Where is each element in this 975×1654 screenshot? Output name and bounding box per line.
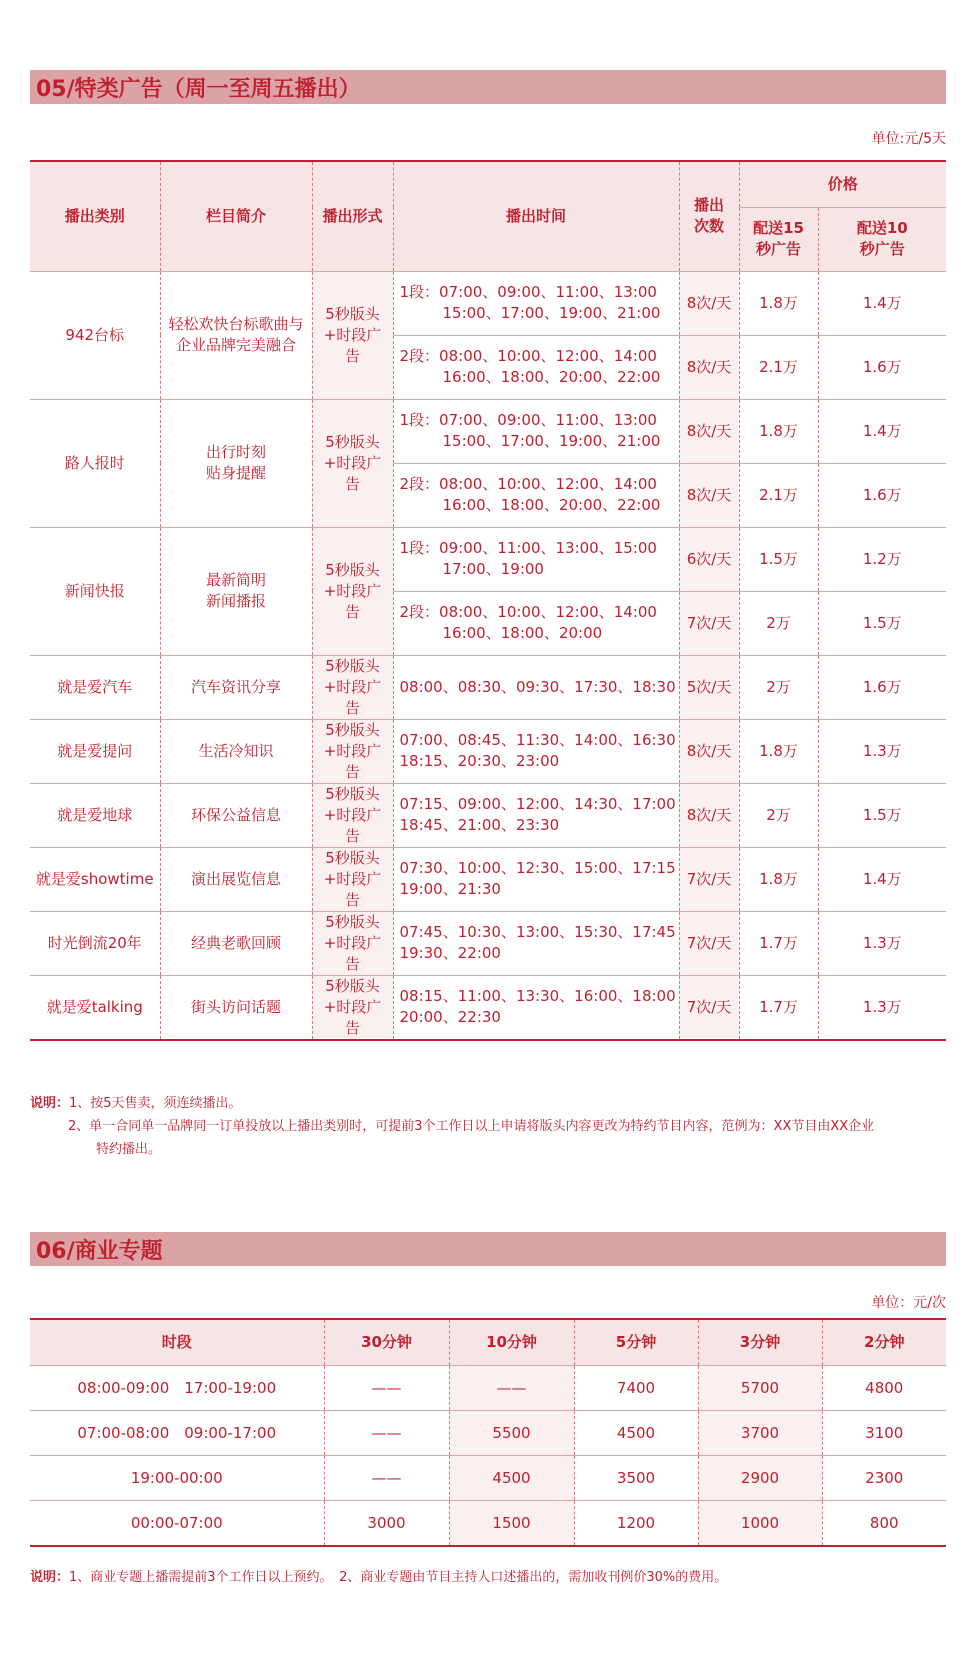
header-10min: 10分钟	[449, 1319, 574, 1366]
table-row	[30, 399, 946, 463]
cell-10min: 1500	[449, 1501, 574, 1547]
cell-category: 就是爱提问	[30, 719, 160, 783]
cell-count: 6次/天	[679, 527, 739, 591]
table-row	[30, 271, 946, 335]
cell-intro: 经典老歌回顾	[160, 911, 312, 975]
cell-form: 5秒版头+时段广告	[312, 271, 393, 399]
special-ads-table	[30, 160, 946, 1041]
cell-count: 8次/天	[679, 335, 739, 399]
cell-price15: 2.1万	[739, 463, 818, 527]
table-row	[30, 1411, 946, 1456]
cell-price10: 1.3万	[818, 911, 946, 975]
time-line-2: 20:00、22:30	[399, 1008, 501, 1026]
cell-price10: 1.5万	[818, 783, 946, 847]
cell-form: 5秒版头+时段广告	[312, 975, 393, 1040]
time-line-2: 19:00、21:30	[399, 880, 501, 898]
cell-price10: 1.6万	[818, 335, 946, 399]
cell-price15: 1.8万	[739, 271, 818, 335]
table-row	[30, 911, 946, 975]
time-line-2: 16:00、18:00、20:00	[442, 624, 603, 642]
cell-price10: 1.2万	[818, 527, 946, 591]
cell-price15: 1.7万	[739, 911, 818, 975]
time-line-1: 2段：08:00、10:00、12:00、14:00	[399, 475, 657, 493]
time-line-1: 2段：08:00、10:00、12:00、14:00	[399, 603, 657, 621]
cell-time	[393, 271, 679, 335]
cell-period: 19:00-00:00	[30, 1456, 324, 1501]
header-2min: 2分钟	[822, 1319, 946, 1366]
time-line-2: 15:00、17:00、19:00、21:00	[442, 304, 661, 322]
table-row	[30, 655, 946, 719]
cell-category: 就是爱地球	[30, 783, 160, 847]
time-line-2: 17:00、19:00	[442, 560, 544, 578]
cell-intro: 最新简明新闻播报	[160, 527, 312, 655]
table-row	[30, 783, 946, 847]
time-line-1: 08:15、11:00、13:30、16:00、18:00	[399, 987, 676, 1005]
cell-5min: 4500	[574, 1411, 698, 1456]
cell-count: 8次/天	[679, 399, 739, 463]
cell-category: 时光倒流20年	[30, 911, 160, 975]
cell-price15: 2.1万	[739, 335, 818, 399]
cell-period: 00:00-07:00	[30, 1501, 324, 1547]
time-line-1: 07:15、09:00、12:00、14:30、17:00	[399, 795, 676, 813]
time-line-1: 07:45、10:30、13:00、15:30、17:45	[399, 923, 676, 941]
cell-count: 8次/天	[679, 271, 739, 335]
time-line-1: 1段：07:00、09:00、11:00、13:00	[399, 411, 657, 429]
header-form: 播出形式	[312, 161, 393, 271]
cell-category: 路人报时	[30, 399, 160, 527]
note-line-2: 2、单一合同单一品牌同一订单投放以上播出类别时，可提前3个工作日以上申请将版头内容更改为特约节目内容，范例为：XX节目由XX企业	[68, 1119, 875, 1134]
cell-price15: 1.5万	[739, 527, 818, 591]
section-06-title	[30, 1232, 946, 1266]
cell-3min: 2900	[698, 1456, 822, 1501]
section-06-title-text: 06/商业专题	[36, 1238, 163, 1264]
cell-intro: 汽车资讯分享	[160, 655, 312, 719]
time-line-2: 15:00、17:00、19:00、21:00	[442, 432, 661, 450]
cell-5min: 1200	[574, 1501, 698, 1547]
time-line-1: 07:00、08:45、11:30、14:00、16:30	[399, 731, 676, 749]
time-line-2: 16:00、18:00、20:00、22:00	[442, 496, 661, 514]
cell-price15: 1.7万	[739, 975, 818, 1040]
cell-2min: 4800	[822, 1366, 946, 1411]
time-line-1: 08:00、08:30、09:30、17:30、18:30	[399, 677, 676, 696]
cell-3min: 3700	[698, 1411, 822, 1456]
table-row	[30, 1366, 946, 1411]
cell-3min: 1000	[698, 1501, 822, 1547]
section-05-unit: 单位:元/5天	[871, 131, 946, 147]
cell-price10: 1.6万	[818, 463, 946, 527]
header-3min: 3分钟	[698, 1319, 822, 1366]
cell-count: 7次/天	[679, 847, 739, 911]
time-line-1: 07:30、10:00、12:30、15:00、17:15	[399, 859, 676, 877]
cell-time	[393, 783, 679, 847]
cell-time	[393, 719, 679, 783]
section-06-unit: 单位：元/次	[871, 1295, 946, 1311]
table-row	[30, 719, 946, 783]
cell-time	[393, 399, 679, 463]
cell-30min: ——	[324, 1411, 449, 1456]
time-line-2: 18:45、21:00、23:30	[399, 816, 560, 834]
cell-price10: 1.3万	[818, 719, 946, 783]
cell-time	[393, 463, 679, 527]
cell-intro: 环保公益信息	[160, 783, 312, 847]
cell-5min: 7400	[574, 1366, 698, 1411]
cell-price10: 1.6万	[818, 655, 946, 719]
table-row	[30, 1456, 946, 1501]
cell-price15: 2万	[739, 783, 818, 847]
section-06-notes: 说明：1、商业专题上播需提前3个工作日以上预约。 2、商业专题由节目主持人口述播出的，需加收刊例价30%的费用。	[30, 1570, 728, 1585]
cell-price15: 1.8万	[739, 719, 818, 783]
header-price10: 配送10秒广告	[818, 207, 946, 271]
time-line-1: 1段：07:00、09:00、11:00、13:00	[399, 283, 657, 301]
cell-price10: 1.4万	[818, 399, 946, 463]
header-price: 价格	[739, 161, 946, 207]
cell-price15: 1.8万	[739, 847, 818, 911]
cell-2min: 800	[822, 1501, 946, 1547]
cell-category: 就是爱汽车	[30, 655, 160, 719]
header-period: 时段	[30, 1319, 324, 1366]
time-line-2: 18:15、20:30、23:00	[399, 752, 560, 770]
cell-form: 5秒版头+时段广告	[312, 847, 393, 911]
cell-category: 942台标	[30, 271, 160, 399]
cell-form: 5秒版头+时段广告	[312, 783, 393, 847]
note-line-3: 特约播出。	[96, 1142, 162, 1157]
cell-count: 7次/天	[679, 591, 739, 655]
time-line-2: 19:30、22:00	[399, 944, 501, 962]
cell-2min: 2300	[822, 1456, 946, 1501]
cell-count: 8次/天	[679, 463, 739, 527]
cell-intro: 轻松欢快台标歌曲与企业品牌完美融合	[160, 271, 312, 399]
header-category: 播出类别	[30, 161, 160, 271]
cell-time	[393, 335, 679, 399]
cell-price15: 2万	[739, 655, 818, 719]
time-line-1: 2段：08:00、10:00、12:00、14:00	[399, 347, 657, 365]
table-row	[30, 1501, 946, 1547]
cell-time	[393, 847, 679, 911]
cell-form: 5秒版头+时段广告	[312, 655, 393, 719]
cell-category: 就是爱showtime	[30, 847, 160, 911]
cell-form: 5秒版头+时段广告	[312, 399, 393, 527]
cell-price10: 1.4万	[818, 271, 946, 335]
cell-price10: 1.3万	[818, 975, 946, 1040]
cell-time	[393, 975, 679, 1040]
cell-count: 5次/天	[679, 655, 739, 719]
header-5min: 5分钟	[574, 1319, 698, 1366]
table-row	[30, 975, 946, 1040]
section-05-notes	[30, 1092, 874, 1161]
header-intro: 栏目简介	[160, 161, 312, 271]
cell-intro: 街头访问话题	[160, 975, 312, 1040]
section-05-title	[30, 70, 946, 104]
cell-30min: ——	[324, 1456, 449, 1501]
cell-10min: ——	[449, 1366, 574, 1411]
cell-price10: 1.4万	[818, 847, 946, 911]
cell-price15: 1.8万	[739, 399, 818, 463]
header-30min: 30分钟	[324, 1319, 449, 1366]
cell-30min: 3000	[324, 1501, 449, 1547]
cell-form: 5秒版头+时段广告	[312, 719, 393, 783]
cell-category: 新闻快报	[30, 527, 160, 655]
cell-intro: 生活冷知识	[160, 719, 312, 783]
cell-count: 8次/天	[679, 719, 739, 783]
cell-category: 就是爱talking	[30, 975, 160, 1040]
cell-5min: 3500	[574, 1456, 698, 1501]
cell-period: 08:00-09:00 17:00-19:00	[30, 1366, 324, 1411]
cell-period: 07:00-08:00 09:00-17:00	[30, 1411, 324, 1456]
header-time: 播出时间	[393, 161, 679, 271]
section-05-title-text: 05/特类广告（周一至周五播出）	[36, 76, 361, 102]
cell-intro: 出行时刻贴身提醒	[160, 399, 312, 527]
cell-10min: 4500	[449, 1456, 574, 1501]
cell-form: 5秒版头+时段广告	[312, 527, 393, 655]
time-line-2: 16:00、18:00、20:00、22:00	[442, 368, 661, 386]
cell-price15: 2万	[739, 591, 818, 655]
business-topic-table	[30, 1318, 946, 1547]
header-count: 播出次数	[679, 161, 739, 271]
cell-30min: ——	[324, 1366, 449, 1411]
cell-time	[393, 527, 679, 591]
cell-2min: 3100	[822, 1411, 946, 1456]
table-row	[30, 527, 946, 591]
cell-10min: 5500	[449, 1411, 574, 1456]
table-row	[30, 847, 946, 911]
cell-time	[393, 655, 679, 719]
time-line-1: 1段：09:00、11:00、13:00、15:00	[399, 539, 657, 557]
cell-count: 8次/天	[679, 783, 739, 847]
cell-count: 7次/天	[679, 911, 739, 975]
header-price15: 配送15秒广告	[739, 207, 818, 271]
cell-price10: 1.5万	[818, 591, 946, 655]
cell-count: 7次/天	[679, 975, 739, 1040]
cell-intro: 演出展览信息	[160, 847, 312, 911]
note-line-1: 说明：1、按5天售卖，须连续播出。	[30, 1096, 242, 1111]
cell-form: 5秒版头+时段广告	[312, 911, 393, 975]
cell-time	[393, 911, 679, 975]
cell-time	[393, 591, 679, 655]
cell-3min: 5700	[698, 1366, 822, 1411]
